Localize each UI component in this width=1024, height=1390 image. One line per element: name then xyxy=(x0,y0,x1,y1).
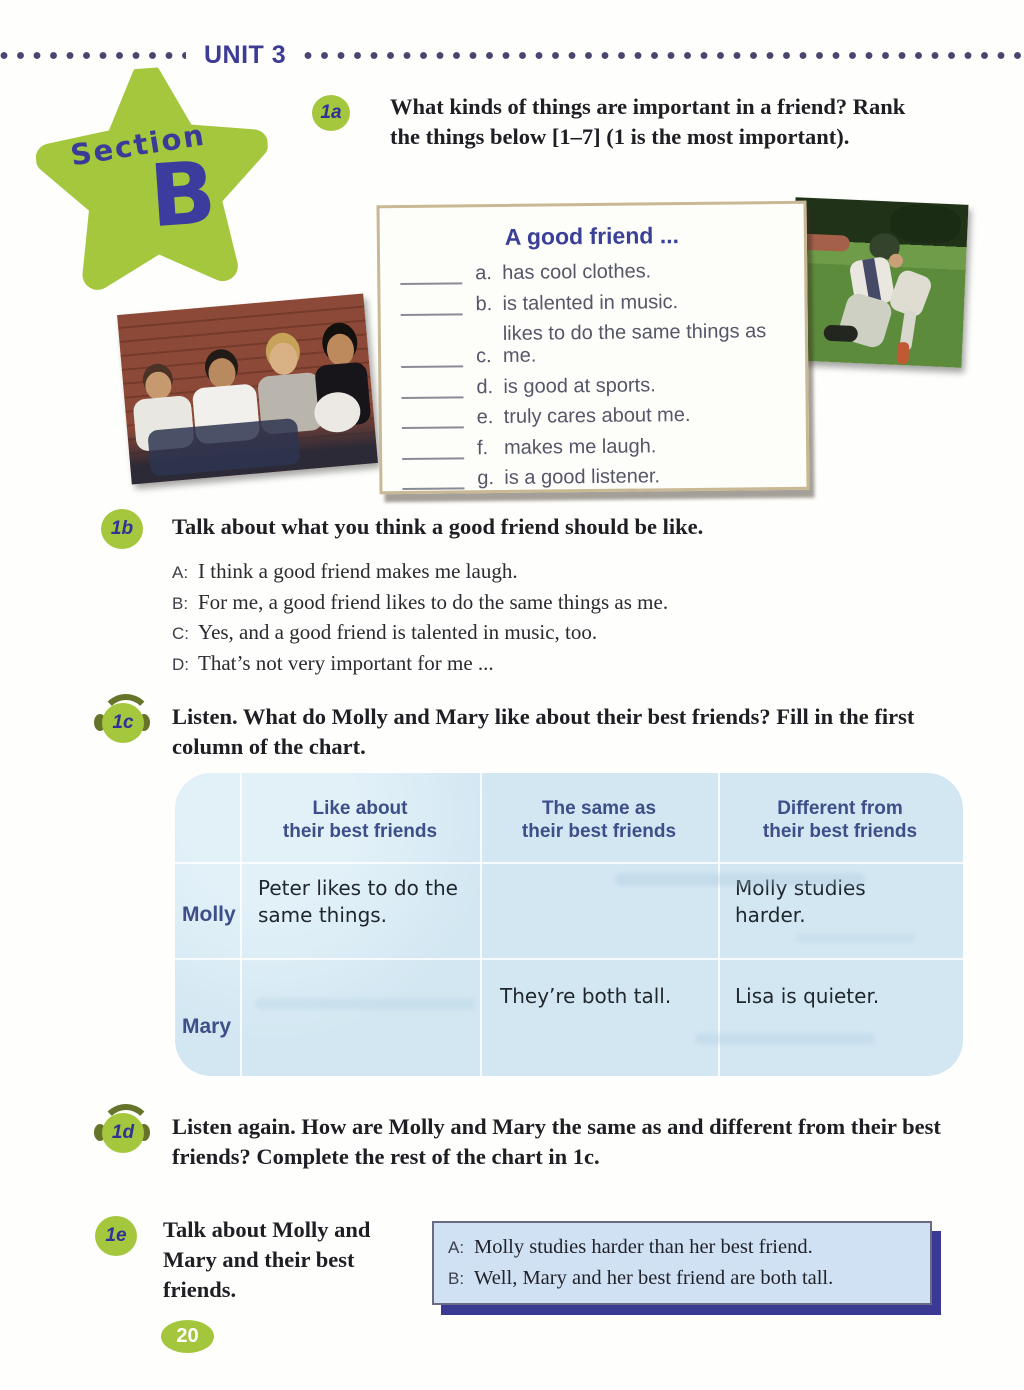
chart-gridline xyxy=(175,862,963,864)
photo-baseball xyxy=(789,197,969,367)
item-letter: d. xyxy=(476,375,494,398)
badge-1c-label: 1c xyxy=(112,712,134,733)
badge-1e xyxy=(95,1216,137,1256)
unit-header xyxy=(0,41,1024,70)
instruction-1d: Listen again. How are Molly and Mary the same as and different from their best friends? Complete the rest of the chart in 1c. xyxy=(172,1114,941,1169)
item-text: is good at sports. xyxy=(503,373,656,398)
badge-1b-label: 1b xyxy=(110,518,134,539)
dialogue-line xyxy=(172,588,952,619)
chart-row-label-molly: Molly xyxy=(182,903,236,926)
speaker-label: C: xyxy=(172,624,189,643)
item-text: truly cares about me. xyxy=(503,403,691,428)
listening-chart xyxy=(175,773,963,1076)
bleedthrough-artifact xyxy=(615,873,865,886)
chart-cell-molly-like: Peter likes to do the same things. xyxy=(258,876,458,927)
card-item xyxy=(402,433,806,459)
rank-blank xyxy=(402,409,464,429)
card-title: A good friend ... xyxy=(504,222,680,250)
rank-blank xyxy=(402,440,464,460)
photo-shoe xyxy=(823,325,858,342)
badge-1c xyxy=(102,703,144,743)
dialogue-line xyxy=(448,1232,916,1263)
chart-cell-mary-different: Lisa is quieter. xyxy=(735,984,880,1008)
page-number-text: 20 xyxy=(176,1325,199,1347)
dotted-rule-left xyxy=(0,51,186,60)
dialogue-text: For me, a good friend likes to do the same things as me. xyxy=(198,589,669,614)
photo-friends xyxy=(117,294,378,485)
speaker-label: A: xyxy=(172,563,189,582)
item-letter: g. xyxy=(477,467,495,490)
photo-person-head xyxy=(326,333,356,367)
dialogue-1b xyxy=(172,557,952,679)
card-item xyxy=(401,320,805,368)
header-line: Different from xyxy=(777,798,903,819)
speaker-label: B: xyxy=(172,593,189,613)
unit-label: UNIT 3 xyxy=(204,41,287,69)
example-dialog-box xyxy=(432,1221,932,1305)
speaker-label: A: xyxy=(448,1238,465,1257)
speaker-label: B: xyxy=(448,1269,465,1288)
chart-gridline xyxy=(480,773,482,1076)
chart-gridline xyxy=(240,773,242,1076)
dialogue-text: I think a good friend makes me laugh. xyxy=(198,559,518,583)
card-item xyxy=(400,289,804,315)
item-text: is talented in music. xyxy=(502,290,679,315)
item-text: likes to do the same things as me. xyxy=(502,320,767,367)
dialogue-line xyxy=(172,649,952,680)
dotted-rule-right xyxy=(304,51,1024,60)
bleedthrough-artifact xyxy=(795,933,915,943)
item-text: is a good listener. xyxy=(504,465,661,489)
bleedthrough-artifact xyxy=(695,1033,875,1045)
section-letter: B xyxy=(146,142,219,248)
instruction-1c: Listen. What do Molly and Mary like about their best friends? Fill in the first column of the chart. xyxy=(172,704,915,759)
rank-blank xyxy=(402,470,464,490)
card-item xyxy=(402,464,806,490)
header-line: their best friends xyxy=(762,821,918,842)
card-item xyxy=(402,403,806,429)
item-letter: f. xyxy=(476,436,489,459)
chart-column-header xyxy=(250,797,470,843)
item-text: makes me laugh. xyxy=(503,434,657,459)
instruction-1b: Talk about what you think a good friend should be like. xyxy=(172,514,704,539)
badge-1e-label: 1e xyxy=(105,1225,127,1246)
card-item xyxy=(401,372,805,398)
badge-1a-label: 1a xyxy=(320,102,342,123)
header-line: Like about xyxy=(312,798,408,819)
instruction-1a: What kinds of things are important in a friend? Rank the things below [1–7] (1 is the most important). xyxy=(390,94,906,149)
good-friend-card xyxy=(376,201,809,494)
chart-gridline xyxy=(175,958,963,960)
badge-1a xyxy=(312,95,350,131)
photo-person-head xyxy=(268,342,299,376)
photo-face xyxy=(889,253,904,268)
bleedthrough-artifact xyxy=(255,998,475,1010)
decor-shape xyxy=(890,203,962,244)
header-line: their best friends xyxy=(521,821,677,842)
rank-blank xyxy=(400,265,462,285)
item-text: has cool clothes. xyxy=(502,260,652,284)
chart-cell-molly-different: Molly studies harder. xyxy=(735,876,866,927)
dialogue-line xyxy=(172,557,952,588)
item-letter: a. xyxy=(475,262,493,285)
chart-column-header xyxy=(730,797,950,843)
rank-blank xyxy=(401,348,463,368)
section-word: Section xyxy=(68,117,208,173)
dialogue-text: Yes, and a good friend is talented in music, too. xyxy=(198,620,598,644)
badge-1d xyxy=(102,1113,144,1153)
page-number xyxy=(161,1320,214,1353)
rank-blank xyxy=(401,379,463,399)
rank-blank xyxy=(400,296,462,316)
dialogue-text: Molly studies harder than her best friend. xyxy=(474,1236,813,1258)
dialogue-line xyxy=(448,1263,916,1294)
item-letter: e. xyxy=(476,406,494,429)
instruction-1e: Talk about Molly and Mary and their best friends. xyxy=(163,1217,371,1302)
card-item xyxy=(400,259,804,285)
speaker-label: D: xyxy=(172,654,189,674)
chart-gridline xyxy=(718,773,720,1076)
dialogue-text: That’s not very important for me ... xyxy=(198,650,494,675)
dialogue-text: Well, Mary and her best friend are both tall. xyxy=(474,1267,834,1289)
photo-bat xyxy=(896,342,909,365)
badge-1b xyxy=(101,509,143,549)
item-letter: b. xyxy=(475,292,493,315)
header-line: The same as xyxy=(541,798,657,819)
chart-row-label-mary: Mary xyxy=(182,1015,232,1038)
chart-cell-mary-same: They’re both tall. xyxy=(500,984,672,1008)
badge-1d-label: 1d xyxy=(111,1122,135,1143)
dialogue-line xyxy=(172,618,952,649)
item-letter: c. xyxy=(475,345,492,368)
chart-column-header xyxy=(489,797,709,843)
header-line: their best friends xyxy=(282,821,438,842)
